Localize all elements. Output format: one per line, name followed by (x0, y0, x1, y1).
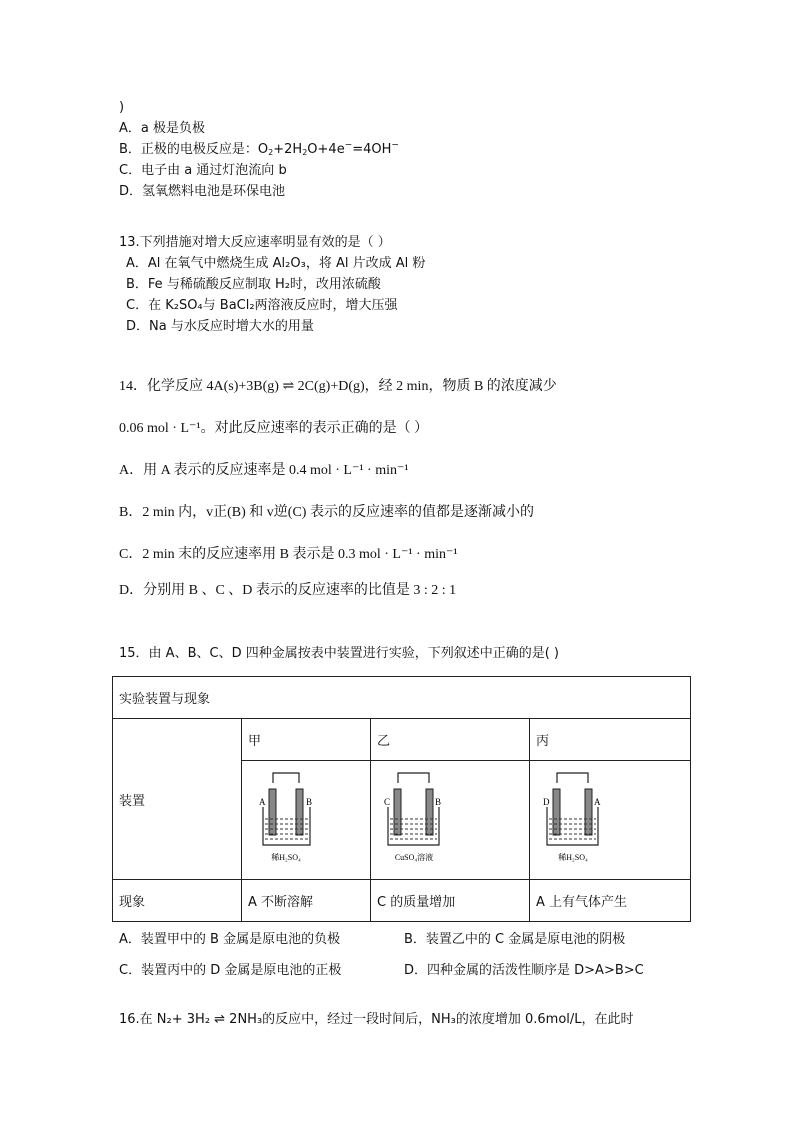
q12-option-d: D．氢氧燃料电池是环保电池 (119, 184, 286, 199)
electrode-label-right: A (594, 797, 601, 807)
col-jia: 甲 (242, 719, 371, 761)
beaker-cell-yi (371, 761, 530, 880)
q15-stem: 15．由 A、B、C、D 四种金属按表中装置进行实验，下列叙述中正确的是( ) (119, 646, 559, 661)
solution-label: CuSO₄溶液 (394, 853, 434, 862)
q12-option-a: A．a 极是负极 (119, 121, 205, 136)
q12-close-paren: ) (119, 100, 125, 115)
solution-label: 稀H₂SO₄ (271, 853, 301, 862)
q15-option-d: D．四种金属的活泼性顺序是 D>A>B>C (404, 963, 644, 978)
table-header: 实验装置与现象 (113, 677, 691, 719)
solution-label: 稀H₂SO₄ (558, 853, 588, 862)
electrode-label-left: A (259, 797, 266, 807)
col-bing: 丙 (530, 719, 691, 761)
beaker-cell-bing (530, 761, 691, 880)
q14-stem-2: 0.06 mol · L⁻¹。对此反应速率的表示正确的是（ ） (119, 421, 429, 436)
q14-option-a: A．用 A 表示的反应速率是 0.4 mol · L⁻¹ · min⁻¹ (119, 463, 409, 478)
q13-stem: 13.下列措施对增大反应速率明显有效的是（ ） (119, 235, 391, 250)
beaker-diagram-bing (530, 765, 680, 875)
row-label-phenomenon: 现象 (113, 880, 242, 922)
phenomenon-jia: A 不断溶解 (242, 880, 371, 922)
q13-option-c: C．在 K₂SO₄与 BaCl₂两溶液反应时，增大压强 (126, 298, 398, 313)
q12-option-b: B．正极的电极反应是：O2+2H2O+4e−=4OH− (119, 140, 399, 157)
q14-stem-1: 14．化学反应 4A(s)+3B(g) ⇌ 2C(g)+D(g)，经 2 min，物质 B 的浓度减少 (119, 379, 557, 394)
q14-option-d: D．分别用 B 、C 、D 表示的反应速率的比值是 3 : 2 : 1 (119, 583, 457, 598)
q13-option-b: B．Fe 与稀硫酸反应制取 H₂时，改用浓硫酸 (126, 277, 381, 292)
experiment-table (112, 676, 691, 922)
col-yi: 乙 (371, 719, 530, 761)
beaker-diagram-jia (246, 765, 366, 875)
q13-option-d: D．Na 与水反应时增大水的用量 (126, 319, 314, 334)
q16-stem: 16.在 N₂+ 3H₂ ⇌ 2NH₃的反应中，经过一段时间后，NH₃的浓度增加 0.6mol/L，在此时 (119, 1012, 634, 1027)
q15-option-b: B．装置乙中的 C 金属是原电池的阴极 (404, 932, 626, 947)
beaker-diagram-yi (371, 765, 521, 875)
q15-option-c: C．装置丙中的 D 金属是原电池的正极 (119, 963, 342, 978)
electrode-label-right: B (306, 797, 313, 807)
phenomenon-bing: A 上有气体产生 (530, 880, 691, 922)
electrode-label-left: C (384, 797, 391, 807)
q13-option-a: A．Al 在氧气中燃烧生成 Al₂O₃，将 Al 片改成 Al 粉 (126, 256, 426, 271)
q12-option-c: C．电子由 a 通过灯泡流向 b (119, 163, 287, 178)
q15-option-a: A．装置甲中的 B 金属是原电池的负极 (119, 932, 341, 947)
q14-option-b: B．2 min 内，v正(B) 和 v逆(C) 表示的反应速率的值都是逐渐减小的 (119, 505, 534, 520)
electrode-label-left: D (543, 797, 550, 807)
q14-option-c: C．2 min 末的反应速率用 B 表示是 0.3 mol · L⁻¹ · min⁻¹ (119, 547, 458, 562)
row-label-device: 装置 (113, 719, 242, 880)
phenomenon-yi: C 的质量增加 (371, 880, 530, 922)
electrode-label-right: B (435, 797, 442, 807)
beaker-cell-jia (242, 761, 371, 880)
